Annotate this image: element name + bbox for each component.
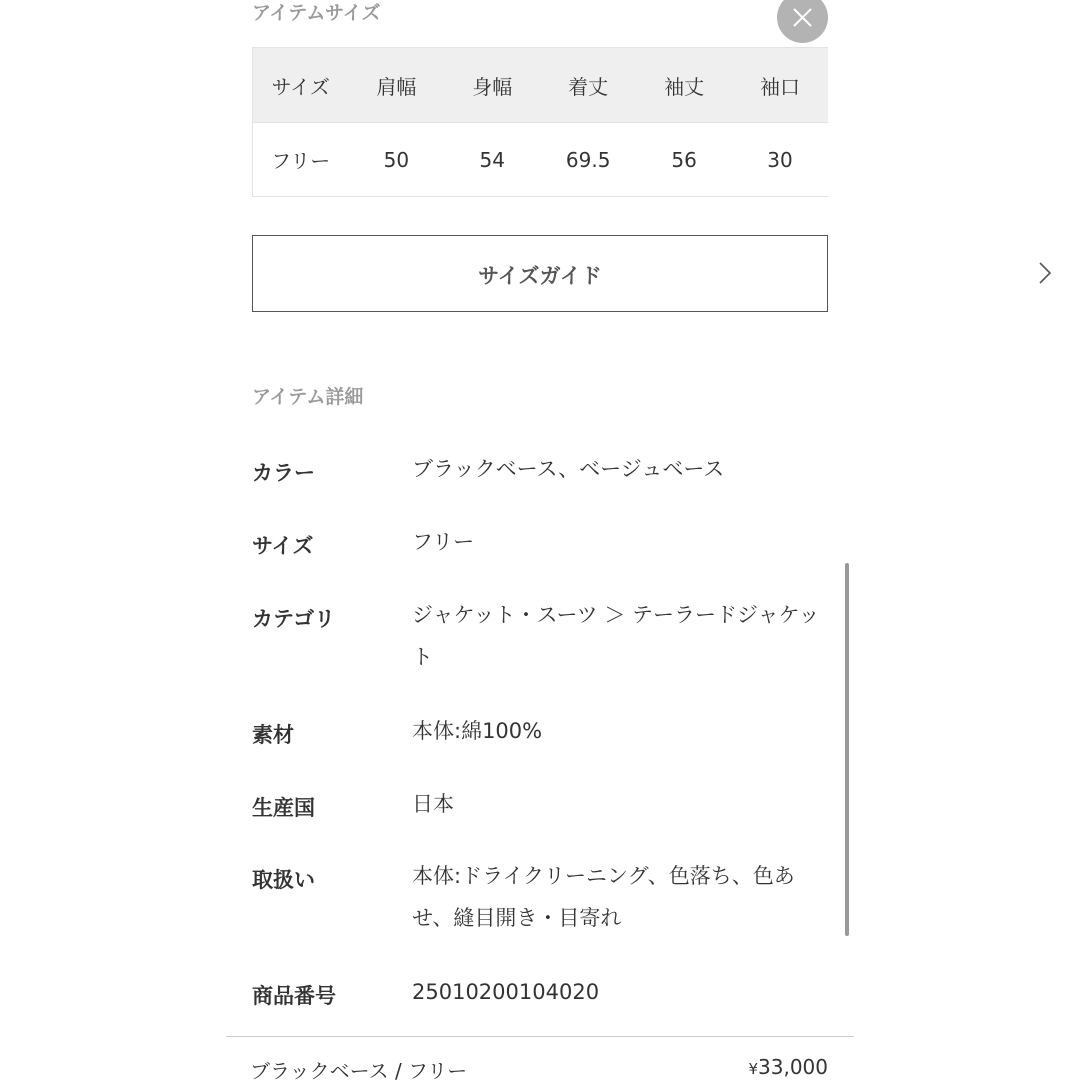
- size-table-header-row: [253, 48, 829, 123]
- size-table-header: 肩幅: [348, 48, 444, 123]
- detail-value: 本体:綿100%: [412, 719, 543, 743]
- size-guide-button[interactable]: [252, 235, 828, 312]
- detail-key: 素材: [252, 723, 294, 747]
- detail-key: 商品番号: [252, 984, 336, 1008]
- detail-value: 25010200104020: [412, 980, 600, 1004]
- selected-variant: ブラックベース / フリー: [250, 1059, 468, 1080]
- size-table-header: サイズ: [253, 48, 349, 123]
- close-button[interactable]: [777, 0, 828, 43]
- size-table-header: 袖口: [732, 48, 828, 123]
- currency-symbol: ¥: [748, 1060, 759, 1078]
- detail-key: カラー: [252, 461, 315, 485]
- divider: [226, 1036, 854, 1037]
- detail-value[interactable]: ジャケット・スーツ ＞ テーラードジャケット: [412, 603, 820, 669]
- item-detail-heading: アイテム詳細: [252, 386, 364, 408]
- close-icon: [792, 7, 813, 28]
- size-table-cell: 54: [444, 123, 540, 197]
- price: [748, 1055, 828, 1079]
- size-table-cell: 50: [348, 123, 444, 197]
- detail-value: 日本: [412, 792, 454, 816]
- scrollbar[interactable]: [845, 563, 849, 936]
- detail-key: 取扱い: [252, 868, 315, 892]
- detail-value: 本体:ドライクリーニング、色落ち、色あせ、縫目開き・目寄れ: [412, 864, 795, 930]
- chevron-right-icon: [1039, 262, 1051, 284]
- size-guide-label: サイズガイド: [478, 264, 602, 288]
- detail-value: フリー: [412, 530, 475, 554]
- detail-key: サイズ: [252, 534, 314, 558]
- size-table-cell: 56: [636, 123, 732, 197]
- size-table-header: 身幅: [444, 48, 540, 123]
- detail-key: 生産国: [252, 796, 315, 820]
- size-table-header: 袖丈: [636, 48, 732, 123]
- size-table-cell: 69.5: [540, 123, 636, 197]
- price-value: 33,000: [758, 1055, 828, 1079]
- size-table-header: 着丈: [540, 48, 636, 123]
- detail-value: ブラックベース、ベージュベース: [412, 457, 725, 481]
- item-size-heading: アイテムサイズ: [252, 2, 381, 24]
- size-table-cell: 30: [732, 123, 828, 197]
- size-table-cell: フリー: [253, 123, 349, 197]
- detail-key: カテゴリ: [252, 607, 336, 631]
- table-row: [253, 123, 829, 197]
- size-table: [252, 47, 828, 197]
